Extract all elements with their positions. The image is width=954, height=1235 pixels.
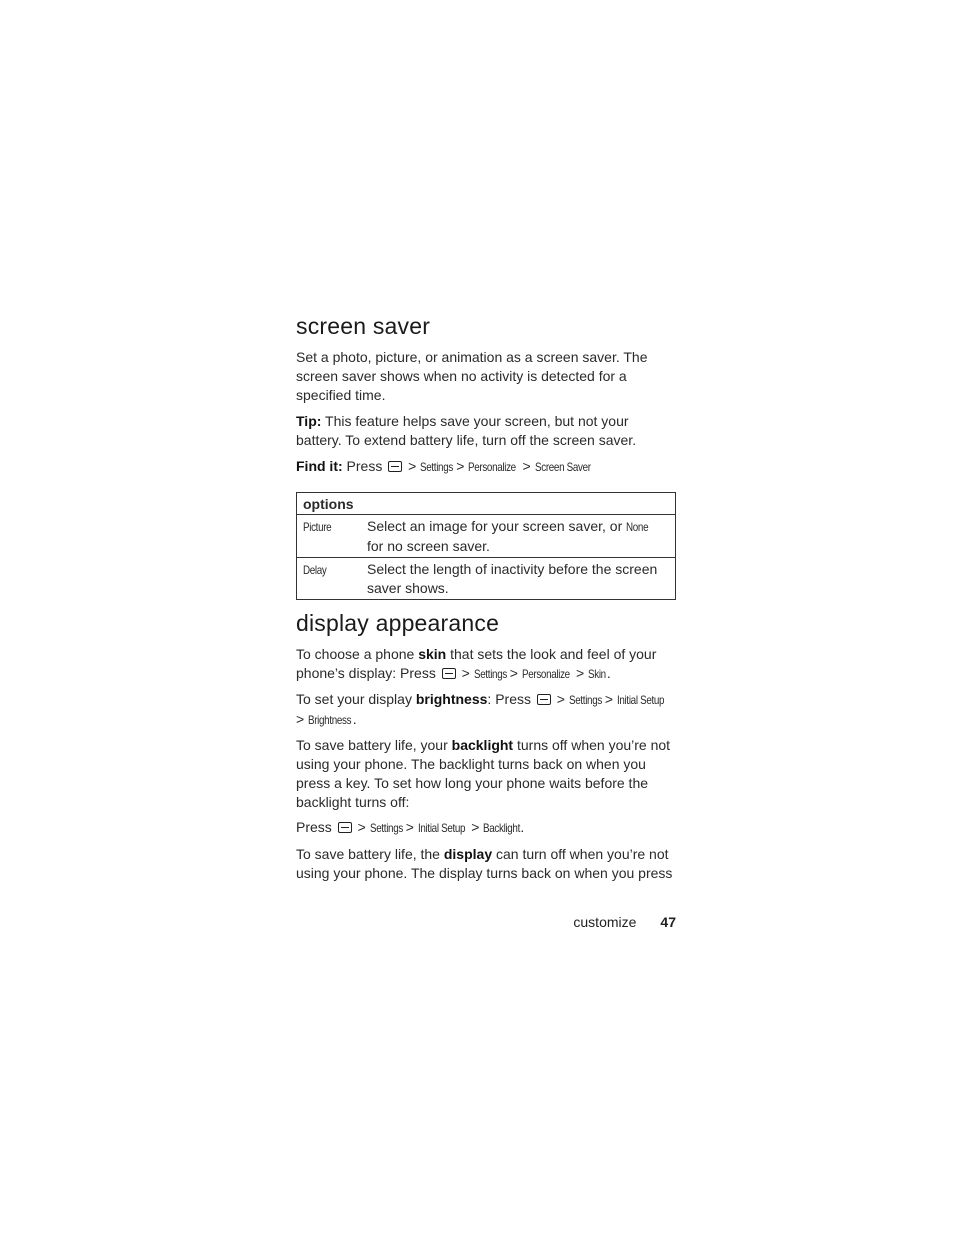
findit-press: Press xyxy=(342,458,387,474)
menu-item-none: None xyxy=(626,520,649,534)
tip-text: This feature helps save your screen, but not your battery. To extend battery life, turn off the screen saver. xyxy=(296,413,637,448)
page-footer xyxy=(296,914,676,930)
option-label-delay: Delay xyxy=(303,563,327,577)
path-separator: > xyxy=(357,819,366,835)
text: : Press xyxy=(487,691,535,707)
footer-section-name: customize xyxy=(573,914,637,930)
bold-brightness: brightness xyxy=(415,691,488,707)
bold-display: display xyxy=(443,846,493,862)
findit-paragraph xyxy=(296,457,676,477)
backlight-path-block xyxy=(296,818,676,838)
display-paragraph xyxy=(296,845,676,883)
bold-backlight: backlight xyxy=(451,737,514,753)
text: that sets the look and feel of your phone’s display: Press xyxy=(296,646,657,681)
period: . xyxy=(606,665,611,681)
text: Press xyxy=(296,819,336,835)
brightness-paragraph xyxy=(296,690,676,730)
display-block xyxy=(296,845,676,883)
table-header: options xyxy=(297,493,676,515)
tip-paragraph xyxy=(296,412,676,450)
menu-item-settings: Settings xyxy=(420,460,454,474)
text: To choose a phone xyxy=(296,646,419,662)
text: To save battery life, your xyxy=(296,737,452,753)
text: can turn off when you’re not using your phone. The display turns back on when you press xyxy=(296,846,673,881)
menu-item-settings: Settings xyxy=(369,821,403,835)
menu-item-personalize: Personalize xyxy=(521,667,570,681)
bold-skin: skin xyxy=(418,646,447,662)
brightness-block xyxy=(296,690,676,730)
menu-key-icon xyxy=(338,822,352,833)
path-separator: > xyxy=(471,819,480,835)
skin-paragraph xyxy=(296,645,676,684)
path-separator: > xyxy=(405,819,414,835)
backlight-path-paragraph xyxy=(296,818,676,838)
path-separator: > xyxy=(604,691,614,707)
menu-item-initial-setup: Initial Setup xyxy=(617,693,665,707)
option-description xyxy=(361,558,676,600)
heading-display-appearance: display appearance xyxy=(296,610,500,636)
menu-item-skin: Skin xyxy=(588,667,606,681)
path-separator: > xyxy=(461,665,470,681)
section-display-appearance xyxy=(296,610,676,637)
desc-text: Select the length of inactivity before the screen saver shows. xyxy=(367,561,658,596)
options-table xyxy=(296,492,676,600)
table-header-row xyxy=(297,493,676,515)
menu-key-icon xyxy=(388,461,402,472)
text: turns off when you’re not using your phone. The backlight turns back on when you press a key. To set how long your phone waits before the backlight turns off: xyxy=(296,737,671,810)
findit-block xyxy=(296,457,676,477)
text: To set your display xyxy=(296,691,416,707)
path-separator: > xyxy=(509,665,518,681)
period: . xyxy=(520,819,525,835)
option-label xyxy=(297,558,362,600)
path-separator: > xyxy=(522,458,531,474)
heading-screen-saver: screen saver xyxy=(296,313,431,339)
menu-item-personalize: Personalize xyxy=(468,460,517,474)
menu-item-brightness: Brightness xyxy=(308,713,352,727)
path-separator: > xyxy=(296,711,305,727)
option-description xyxy=(361,515,676,558)
path-separator: > xyxy=(408,458,417,474)
menu-item-screen-saver: Screen Saver xyxy=(534,460,591,474)
menu-item-initial-setup: Initial Setup xyxy=(417,821,465,835)
tip-block xyxy=(296,412,676,450)
table-row xyxy=(297,558,676,600)
menu-item-settings: Settings xyxy=(473,667,507,681)
backlight-block xyxy=(296,736,676,812)
table-row xyxy=(297,515,676,558)
findit-label: Find it: xyxy=(296,458,343,474)
text: To save battery life, the xyxy=(296,846,444,862)
period: . xyxy=(352,711,357,727)
page-number: 47 xyxy=(660,914,676,930)
path-separator: > xyxy=(576,665,585,681)
screen-saver-intro xyxy=(296,348,676,405)
intro-paragraph: Set a photo, picture, or animation as a screen saver. The screen saver shows when no activity is detected for a specified time. xyxy=(296,349,648,403)
backlight-paragraph xyxy=(296,736,676,812)
tip-label: Tip: xyxy=(296,413,322,429)
menu-item-settings: Settings xyxy=(568,693,602,707)
options-table-wrap xyxy=(296,492,676,600)
menu-key-icon xyxy=(537,694,551,705)
menu-key-icon xyxy=(442,668,456,679)
path-separator: > xyxy=(556,691,565,707)
desc-text-after: for no screen saver. xyxy=(367,538,490,554)
menu-item-backlight: Backlight xyxy=(483,821,521,835)
desc-text: Select an image for your screen saver, or xyxy=(367,518,627,534)
skin-block xyxy=(296,645,676,684)
option-label-picture: Picture xyxy=(303,520,332,534)
option-label xyxy=(297,515,362,558)
path-separator: > xyxy=(456,458,465,474)
section-screen-saver xyxy=(296,313,676,340)
